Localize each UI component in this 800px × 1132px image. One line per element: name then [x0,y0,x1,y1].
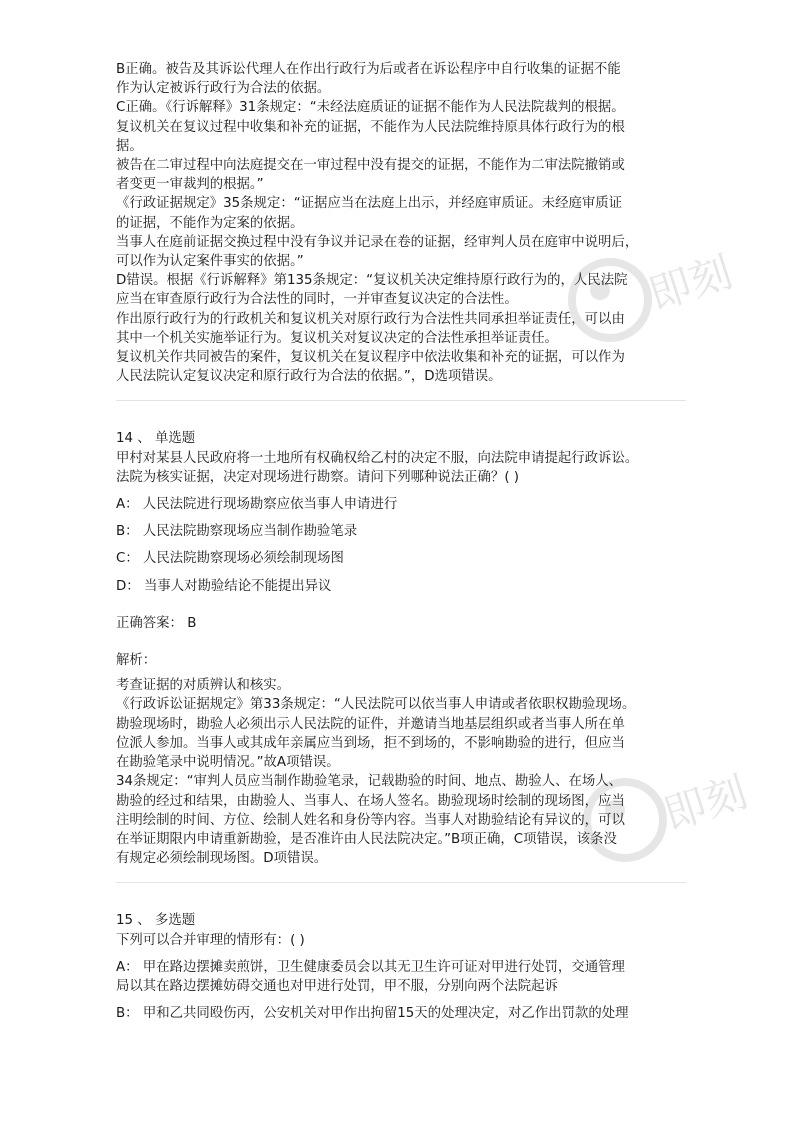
divider [116,400,686,401]
analysis-line: 有规定必须绘制现场图。D项错误。 [116,851,328,867]
text-line: 《行政证据规定》35条规定：“证据应当在法庭上出示，并经庭审质证。未经庭审质证 [116,196,623,212]
text-line: 复议机关在复议过程中收集和补充的证据，不能作为人民法院维持原具体行政行为的根 [116,119,625,135]
option-a-line: 局以其在路边摆摊妨碍交通也对甲进行处罚，甲不服，分别向两个法院起诉 [116,978,558,994]
question-header: 14 、 单选题 [116,431,196,447]
document-page [116,60,686,1023]
option-a-line: A： 甲在路边摆摊卖煎饼，卫生健康委员会以其无卫生许可证对甲进行处罚，交通管理 [116,959,625,975]
question-stem: 甲村对某县人民政府将一土地所有权确权给乙村的决定不服，向法院申请提起行政诉讼。 [116,450,639,466]
watermark-text-2: 即刻 [657,770,753,840]
watermark-text: 即刻 [642,250,738,320]
analysis-line: 在举证期限内申请重新勘验，是否准许由人民法院决定。”B项正确，C项错误，该条没 [116,831,617,847]
question-stem: 法院为核实证据，决定对现场进行勘察。请问下列哪种说法正确？( ) [116,469,520,485]
text-line: 被告在二审过程中向法庭提交在一审过程中没有提交的证据，不能作为二审法院撤销或 [116,158,625,174]
text-line: C正确。《行诉解释》31条规定：“未经法庭质证的证据不能作为人民法院裁判的根据。 [116,100,625,116]
previous-explanation [116,60,686,386]
text-line: 的证据，不能作为定案的依据。 [116,215,304,231]
option-d: D： 当事人对勘验结论不能提出异议 [116,578,332,594]
option-b-line: B： 甲和乙共同殴伤丙，公安机关对甲作出拘留15天的处理决定，对乙作出罚款的处理 [116,1006,629,1022]
correct-answer: 正确答案： B [116,615,197,631]
text-line: 者变更一审裁判的根据。” [116,177,264,193]
question-14 [116,429,686,868]
text-line: 可以作为认定案件事实的依据。” [116,254,304,270]
option-b: B： 人民法院勘察现场应当制作勘验笔录 [116,524,358,540]
analysis-line: 勘验的经过和结果，由勘验人、当事人、在场人签名。勘验现场时绘制的现场图，应当 [116,793,625,809]
text-line: 应当在审查原行政行为合法性的同时，一并审查复议决定的合法性。 [116,292,518,308]
analysis-line: 注明绘制的时间、方位、绘制人姓名和身份等内容。当事人对勘验结论有异议的，可以 [116,812,625,828]
analysis-line: 《行政诉讼证据规定》第33条规定：“人民法院可以依当事人申请或者依职权勘验现场。 [116,697,636,713]
text-line: 作出原行政行为的行政机关和复议机关对原行政行为合法性共同承担举证责任，可以由 [116,311,625,327]
analysis-line: 位派人参加。当事人或其成年亲属应当到场，拒不到场的，不影响勘验的进行，但应当 [116,735,625,751]
text-line: 人民法院认定复议决定和原行政行为合法的依据。”，D选项错误。 [116,369,502,385]
text-line: 作为认定被诉行政行为合法的依据。 [116,81,331,97]
analysis-line: 在勘验笔录中说明情况。”故A项错误。 [116,755,340,771]
text-line: B正确。被告及其诉讼代理人在作出行政行为后或者在诉讼程序中自行收集的证据不能 [116,62,621,77]
text-line: 其中一个机关实施举证行为。复议机关对复议决定的合法性承担举证责任。 [116,330,558,346]
analysis-line: 勘验现场时，勘验人必须出示人民法院的证件，并邀请当地基层组织或者当事人所在单 [116,716,625,732]
analysis-line: 34条规定：“审判人员应当制作勘验笔录，记载勘验的时间、地点、勘验人、在场人、 [116,774,623,790]
divider [116,882,686,883]
analysis-line: 考查证据的对质辨认和核实。 [116,678,291,694]
text-line: 据。 [116,138,143,154]
text-line: 复议机关作共同被告的案件，复议机关在复议程序中依法收集和补充的证据，可以作为 [116,350,625,366]
option-b [116,1004,686,1023]
question-header: 15 、 多选题 [116,913,196,929]
option-c: C： 人民法院勘察现场必须绘制现场图 [116,551,344,567]
text-line: 当事人在庭前证据交换过程中没有争议并记录在卷的证据，经审判人员在庭审中说明后， [116,234,639,250]
analysis-label: 解析： [116,653,157,669]
option-a [116,958,686,996]
text-line: D错误。根据《行诉解释》第135条规定：“复议机关决定维持原行政行为的，人民法院 [116,273,628,289]
option-a: A： 人民法院进行现场勘察应依当事人申请进行 [116,497,398,513]
question-stem: 下列可以合并审理的情形有：( ) [116,932,305,948]
question-15 [116,911,686,1023]
